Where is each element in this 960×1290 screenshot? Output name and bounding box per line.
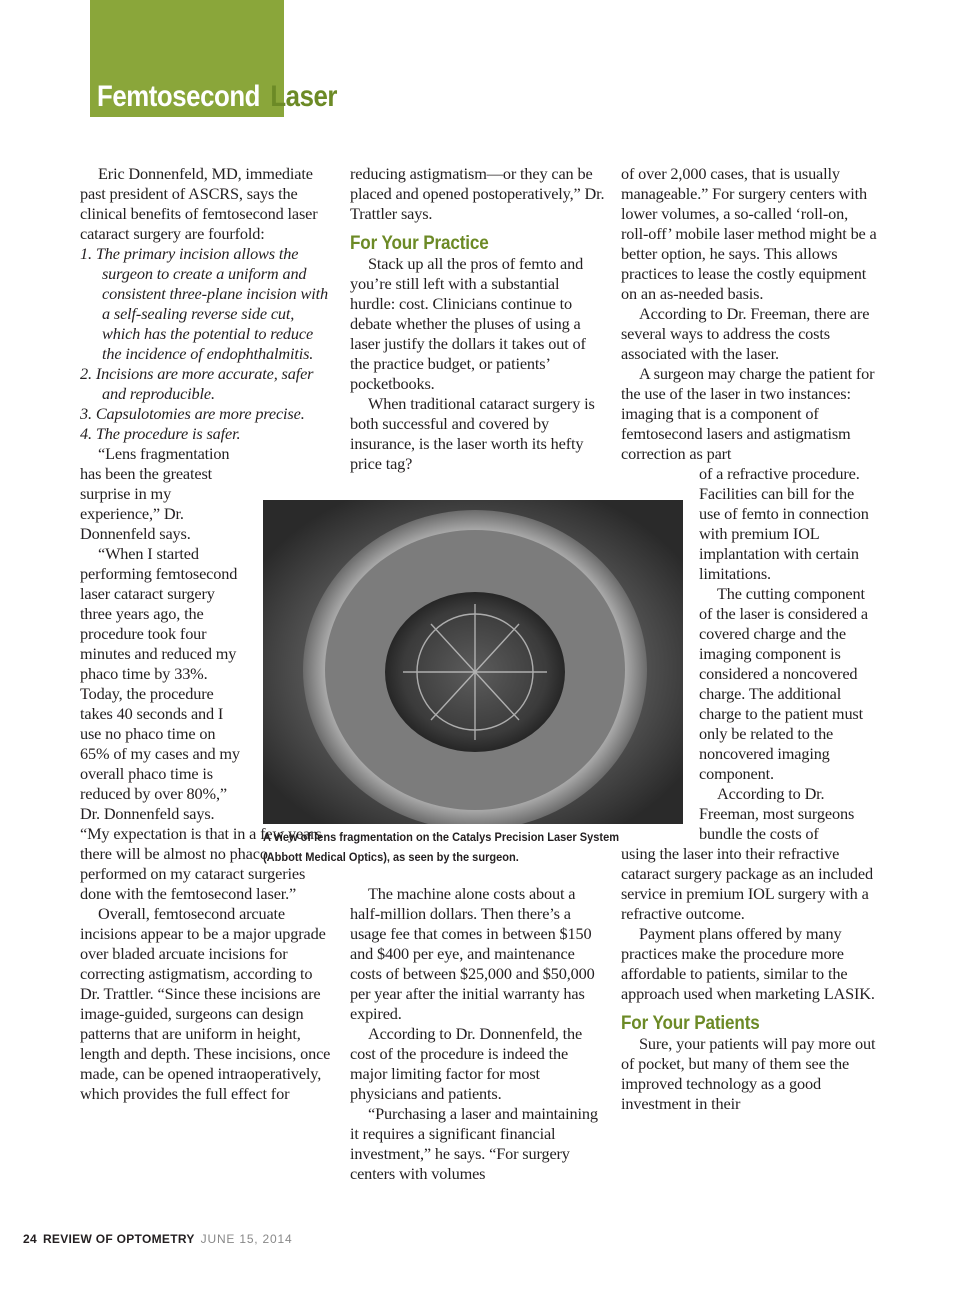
title-part-1: Femtosecond <box>97 80 260 113</box>
benefit-item: 4. The procedure is safer. <box>80 424 241 443</box>
eye-image <box>263 500 683 824</box>
benefits-list <box>80 244 334 444</box>
column-3 <box>621 164 877 1114</box>
title-part-2: Laser <box>270 80 338 113</box>
column-2-bottom <box>350 884 606 1184</box>
heading-for-your-patients: For Your Patients <box>621 1013 760 1034</box>
figure-caption <box>263 827 659 867</box>
benefit-item: 2. Incisions are more accurate, safer and reproducible. <box>80 364 314 403</box>
heading-for-your-practice: For Your Practice <box>350 233 489 254</box>
caption-line-1: A view of lens fragmentation on the Catalys Precision Laser System <box>263 830 620 844</box>
lens-fragmentation-photo <box>263 500 683 824</box>
bundle-paragraph-end: using the laser into their refractive cataract surgery package as an included service in premium IOL surgery with a refractive outcome. <box>621 844 873 923</box>
charge-paragraph-start: A surgeon may charge the patient for the use of the laser in two instances: imaging that is a component of femtosecond lasers and astigmatism correction as part <box>621 364 875 463</box>
cutting-paragraph: The cutting component of the laser is considered a covered charge and the imaging component is considered a noncovered charge. The additional charge to the patient must only be related to the noncovered imaging component. <box>699 584 868 783</box>
benefit-item: 3. Capsulotomies are more precise. <box>80 404 305 423</box>
benefit-item: 1. The primary incision allows the surgeon to create a uniform and consistent three-plane incision with a self-sealing reverse side cut, which has the potential to reduce the incidence of endophthalmitis. <box>80 244 328 363</box>
bundle-paragraph-start: According to Dr. Freeman, most surgeons bundle the costs of <box>699 784 855 843</box>
expectation-paragraph: “My expectation is that in a few years there will be almost no phaco performed on my cataract surgeries done with the femtosecond laser.” <box>80 824 322 903</box>
investment-paragraph: “Purchasing a laser and maintaining it requires a significant financial investment,” he says. “For surgery centers with volumes <box>350 1104 598 1183</box>
page-number: 24 <box>23 1232 37 1246</box>
page-footer <box>23 1232 292 1246</box>
freeman-paragraph: According to Dr. Freeman, there are several ways to address the costs associated with the laser. <box>621 304 870 363</box>
machine-cost-paragraph: The machine alone costs about a half-million dollars. Then there’s a usage fee that comes in between $150 and $400 per eye, and maintenance costs of between $25,000 and $50,000 per year after the initial warranty has expired. <box>350 884 595 1023</box>
payment-paragraph: Payment plans offered by many practices make the procedure more affordable to patients, similar to the approach used when marketing LASIK. <box>621 924 875 1003</box>
charge-paragraph-end: of a refractive procedure. Facilities can bill for the use of femto in connection with premium IOL implantation with certain limitations. <box>699 464 869 583</box>
phaco-paragraph: “When I started performing femtosecond laser cataract surgery three years ago, the procedure took four minutes and reduced my phaco time by 33%. Today, the procedure takes 40 seconds and I use no phaco time on 65% of my cases and my overall phaco time is reduced by over 80%,” Dr. Donnenfeld says. <box>80 544 240 823</box>
intro-paragraph: Eric Donnenfeld, MD, immediate past president of ASCRS, says the clinical benefits of femtosecond laser cataract surgery are fourfold: <box>80 164 318 243</box>
volumes-continued-paragraph: of over 2,000 cases, that is usually manageable.” For surgery centers with lower volumes, a so-called ‘roll-on, roll-off’ mobile laser method might be a better option, he says. This allows practices to lease the costly equipment on an as-needed basis. <box>621 164 877 303</box>
trattler-continued-paragraph: reducing astigmatism—or they can be placed and opened postoperatively,” Dr. Trattler says. <box>350 164 605 223</box>
lens-paragraph: “Lens fragmentation has been the greatest surprise in my experience,” Dr. Donnenfeld says. <box>80 444 230 543</box>
arcuate-paragraph: Overall, femtosecond arcuate incisions appear to be a major upgrade over bladed arcuate incisions for correcting astigmatism, according to Dr. Trattler. “Since these incisions are image-guided, surgeons can design patterns that are uniform in height, length and depth. These incisions, once made, can be opened intraoperatively, which provides the full effect for <box>80 904 331 1103</box>
price-tag-paragraph: When traditional cataract surgery is both successful and covered by insurance, is the laser worth its hefty price tag? <box>350 394 595 473</box>
page-title <box>97 78 337 116</box>
limiting-factor-paragraph: According to Dr. Donnenfeld, the cost of the procedure is indeed the major limiting factor for most physicians and patients. <box>350 1024 583 1103</box>
caption-line-2: (Abbott Medical Optics), as seen by the surgeon. <box>263 850 519 864</box>
issue-date: JUNE 15, 2014 <box>200 1232 293 1246</box>
cost-paragraph: Stack up all the pros of femto and you’re still left with a substantial hurdle: cost. Clinicians continue to debate whether the pluses of using a laser justify the dollars it takes out of the practice budget, or patients’ pocketbooks. <box>350 254 586 393</box>
column-2-top <box>350 164 606 474</box>
patients-paragraph: Sure, your patients will pay more out of pocket, but many of them see the improved technology as a good investment in their <box>621 1034 876 1113</box>
magazine-name: REVIEW OF OPTOMETRY <box>42 1232 195 1246</box>
